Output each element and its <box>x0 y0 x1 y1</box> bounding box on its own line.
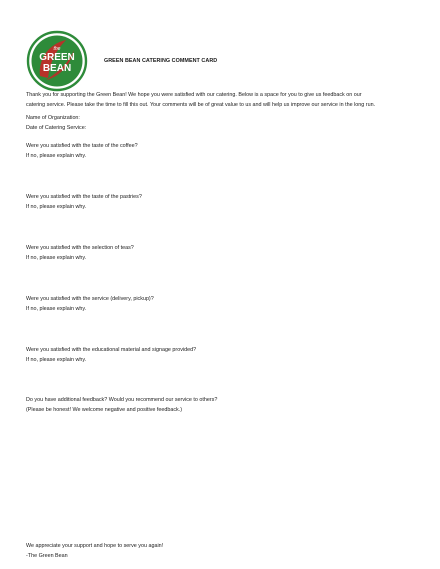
question-pastries <box>26 192 142 212</box>
question-subtext: If no, please explain why. <box>26 255 87 261</box>
question-educational <box>26 345 196 365</box>
question-teas <box>26 243 134 263</box>
green-bean-logo <box>26 30 88 92</box>
organization-label: Name of Organization: <box>26 115 80 121</box>
question-coffee <box>26 141 138 161</box>
question-text: Were you satisfied with the taste of the pastries? <box>26 194 142 200</box>
question-subtext: If no, please explain why. <box>26 204 87 210</box>
question-subtext: If no, please explain why. <box>26 306 87 312</box>
question-subtext: (Please be honest! We welcome negative and positive feedback.) <box>26 407 183 413</box>
question-subtext: If no, please explain why. <box>26 153 87 159</box>
logo-name-line1: GREEN <box>39 52 75 63</box>
intro-line-2: catering service. Please take the time to fill this out. Your comments will be of great value to us and will help us improve our service in the long run. <box>26 102 376 108</box>
logo-name-line2: BEAN <box>42 63 72 74</box>
question-text: Do you have additional feedback? Would you recommend our service to others? <box>26 397 218 403</box>
question-text: Were you satisfied with the selection of teas? <box>26 245 134 251</box>
question-text: Were you satisfied with the educational material and signage provided? <box>26 347 197 353</box>
page-title: GREEN BEAN CATERING COMMENT CARD <box>104 58 218 64</box>
logo-top-text: the <box>53 46 61 52</box>
date-label: Date of Catering Service: <box>26 125 87 131</box>
question-text: Were you satisfied with the service (delivery, pickup)? <box>26 296 154 302</box>
closing-signature: -The Green Bean <box>26 553 68 559</box>
closing-line-1: We appreciate your support and hope to serve you again! <box>26 543 164 549</box>
intro-line-1: Thank you for supporting the Green Bean! We hope you were satisfied with our catering. Below is a space for you to give us feedback on our <box>26 92 362 98</box>
question-additional-feedback <box>26 395 217 415</box>
closing-message <box>26 541 163 561</box>
question-subtext: If no, please explain why. <box>26 357 87 363</box>
question-text: Were you satisfied with the taste of the coffee? <box>26 143 138 149</box>
intro-paragraph <box>26 90 406 110</box>
question-service <box>26 294 154 314</box>
